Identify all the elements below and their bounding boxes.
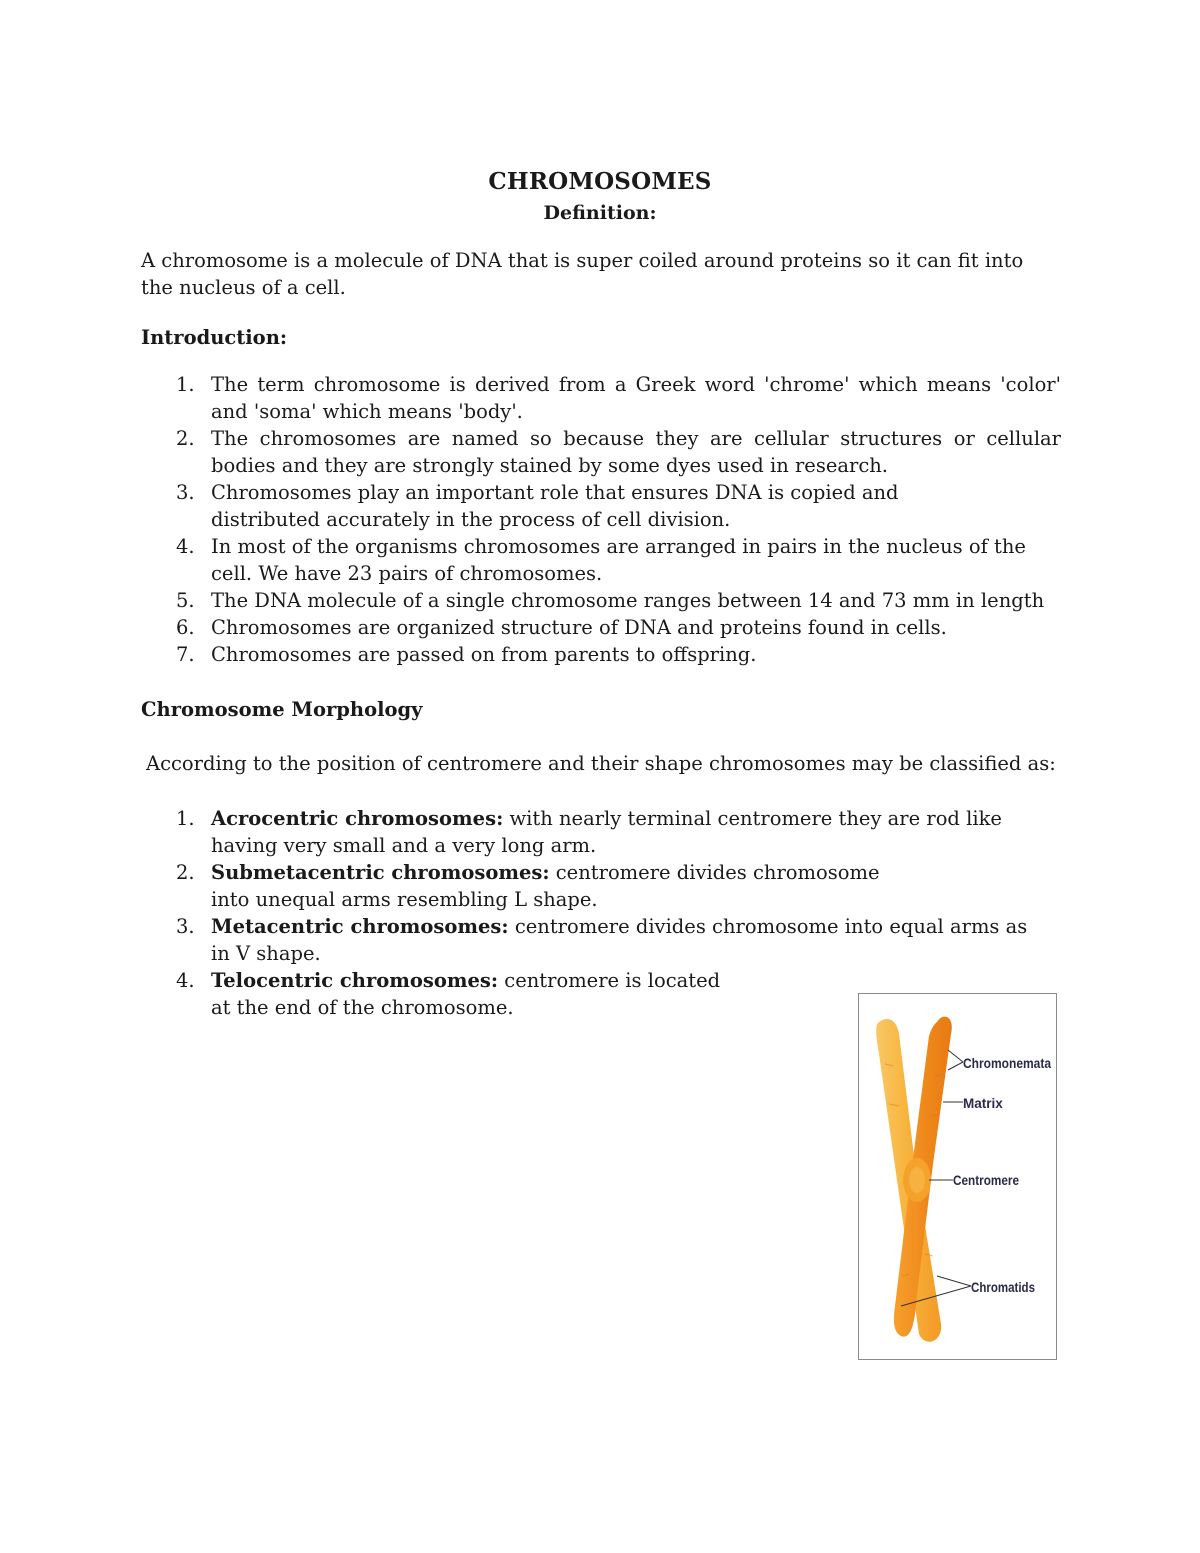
term-telocentric: Telocentric chromosomes: <box>211 969 499 992</box>
definition-text: A chromosome is a molecule of DNA that is super coiled around proteins so it can fit into the nucleus of a cell. <box>141 249 1024 299</box>
term-metacentric: Metacentric chromosomes: <box>211 915 509 938</box>
morphology-list <box>141 805 1041 1021</box>
list-item: 2. Submetacentric chromosomes: centromere divides chromosome into unequal arms resembling L shape. <box>176 861 880 911</box>
list-item-text: Chromosomes are organized structure of DNA and proteins found in cells. <box>211 616 947 639</box>
list-item-text: centromere is located at the end of the chromosome. <box>211 969 721 1019</box>
list-item: 3. Metacentric chromosomes: centromere divides chromosome into equal arms as in V shape. <box>176 915 1028 965</box>
list-item: 1. Acrocentric chromosomes: with nearly terminal centromere they are rod like having very small and a very long arm. <box>176 807 1002 857</box>
list-item: 5. The DNA molecule of a single chromosome ranges between 14 and 73 mm in length <box>176 589 1045 612</box>
term-acrocentric: Acrocentric chromosomes: <box>211 807 504 830</box>
list-item: 2. The chromosomes are named so because they are cellular structures or cellular bodies and they are strongly stained by some dyes used in research. <box>176 427 1061 477</box>
list-item: 7. Chromosomes are passed on from parents to offspring. <box>176 643 757 666</box>
morphology-heading: Chromosome Morphology <box>141 698 423 721</box>
list-item-text: Chromosomes are passed on from parents to offspring. <box>211 643 757 666</box>
definition-heading: Definition: <box>543 202 657 224</box>
label-chromonemata: Chromonemata <box>963 1056 1052 1071</box>
list-item-text: The DNA molecule of a single chromosome ranges between 14 and 73 mm in length <box>211 589 1045 612</box>
label-matrix: Matrix <box>963 1096 1003 1111</box>
morphology-intro: According to the position of centromere and their shape chromosomes may be classified as: <box>146 752 1056 775</box>
list-item: 4. Telocentric chromosomes: centromere is located at the end of the chromosome. <box>176 969 721 1019</box>
label-centromere: Centromere <box>953 1173 1020 1188</box>
list-item-text: Chromosomes play an important role that ensures DNA is copied and distributed accurately in the process of cell division. <box>211 481 899 531</box>
chromosome-diagram <box>858 993 1057 1360</box>
list-item-text: In most of the organisms chromosomes are arranged in pairs in the nucleus of the cell. We have 23 pairs of chromosomes. <box>211 535 1026 585</box>
list-item-text: The chromosomes are named so because they are cellular structures or cellular bodies and they are strongly stained by some dyes used in research. <box>211 427 1061 477</box>
introduction-heading: Introduction: <box>141 326 288 349</box>
list-item: 4. In most of the organisms chromosomes are arranged in pairs in the nucleus of the cell. We have 23 pairs of chromosomes. <box>176 535 1026 585</box>
list-item: 1. The term chromosome is derived from a Greek word 'chrome' which means 'color' and 'soma' which means 'body'. <box>176 373 1061 423</box>
list-item: 3. Chromosomes play an important role that ensures DNA is copied and distributed accurately in the process of cell division. <box>176 481 899 531</box>
list-item-text: centromere divides chromosome into unequal arms resembling L shape. <box>211 861 880 911</box>
page-title: CHROMOSOMES <box>488 168 712 195</box>
list-item-text: with nearly terminal centromere they are rod like having very small and a very long arm. <box>211 807 1002 857</box>
term-submetacentric: Submetacentric chromosomes: <box>211 861 550 884</box>
list-item-text: The term chromosome is derived from a Greek word 'chrome' which means 'color' and 'soma' which means 'body'. <box>211 373 1061 423</box>
chromosome-illustration <box>859 994 1056 1359</box>
list-item: 6. Chromosomes are organized structure of DNA and proteins found in cells. <box>176 616 947 639</box>
introduction-list <box>141 371 1061 668</box>
list-item-text: centromere divides chromosome into equal arms as in V shape. <box>211 915 1028 965</box>
label-chromatids: Chromatids <box>971 1280 1035 1295</box>
